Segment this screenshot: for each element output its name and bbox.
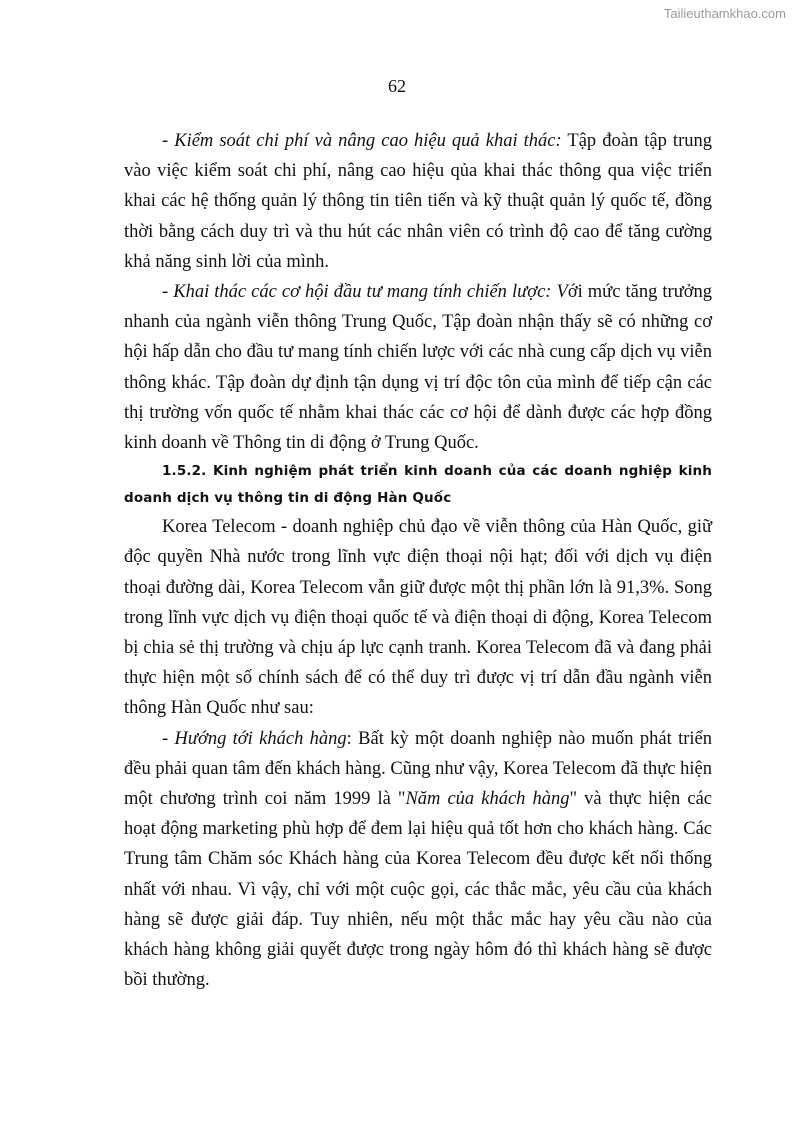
page-number: 62	[388, 76, 406, 96]
paragraph-italic-quote: Năm của khách hàng	[405, 789, 570, 810]
paragraph-text: ới mức tăng trưởng nhanh của ngành viễn thông Trung Quốc, Tập đoàn nhận thấy sẽ có những cơ hội hấp dẫn cho đầu tư mang tính chiến lược với các nhà cung cấp dịch vụ viễn thông khác. Tập đoàn dự định tận dụng vị trí độc tôn của mình để tiếp cận các thị trường vốn quốc tế nhằm khai thác các cơ hội để dành được các hợp đồng kinh doanh về Thông tin di động ở Trung Quốc.	[124, 282, 712, 454]
paragraph-lead: -	[162, 282, 174, 303]
paragraph-cost-control	[124, 126, 712, 277]
paragraph-strategic-investment	[124, 277, 712, 458]
paragraph-text: : Bất kỳ một doanh nghiệp nào muốn phát triển đều phải quan tâm đến khách hàng. Cũng như vậy, Korea Telecom đã thực hiện một chương trình coi năm 1999 là "	[124, 728, 712, 810]
paragraph-korea-telecom: Korea Telecom - doanh nghiệp chủ đạo về viễn thông của Hàn Quốc, giữ độc quyền Nhà nước trong lĩnh vực điện thoại nội hạt; đối với dịch vụ điện thoại đường dài, Korea Telecom vẫn giữ được một thị phần lớn là 91,3%. Song trong lĩnh vực dịch vụ điện thoại quốc tế và điện thoại di động, Korea Telecom bị chia sẻ thị trường và chịu áp lực cạnh tranh. Korea Telecom đã và đang phải thực hiện một số chính sách để có thể duy trì được vị trí dẫn đầu ngành viễn thông Hàn Quốc như sau:	[124, 517, 712, 719]
paragraph-customer-orientation	[124, 724, 712, 996]
paragraph-text: " và thực hiện các hoạt động marketing phù hợp để đem lại hiệu quả tốt hơn cho khách hàng. Các Trung tâm Chăm sóc Khách hàng của Korea Telecom đều được kết nối thống nhất với nhau. Vì vậy, chỉ với một cuộc gọi, các thắc mắc, yêu cầu của khách hàng sẽ được giải đáp. Tuy nhiên, nếu một thắc mắc hay yêu cầu nào của khách hàng không giải quyết được trong ngày hôm đó thì khách hàng sẽ được bồi thường.	[124, 789, 712, 991]
section-heading: 1.5.2. Kinh nghiệm phát triển kinh doanh của các doanh nghiệp kinh doanh dịch vụ thông tin di động Hàn Quốc	[124, 463, 712, 507]
paragraph-italic-title: Kiểm soát chi phí và nâng cao hiệu quả khai thác:	[174, 131, 562, 151]
paragraph-lead: -	[162, 131, 175, 151]
watermark: Tailieuthamkhao.com	[663, 6, 786, 21]
paragraph-italic-title: Hướng tới khách hàng	[174, 728, 347, 749]
paragraph-italic-title: Khai thác các cơ hội đầu tư mang tính chiến lược: V	[173, 282, 568, 303]
document-body	[124, 126, 712, 995]
paragraph-text: Tập đoàn tập trung vào việc kiểm soát chi phí, nâng cao hiệu qủa khai thác thông qua việc triển khai các hệ thống quản lý thông tin tiên tiến và kỹ thuật quản lý quốc tế, đồng thời bằng cách duy trì và thu hút các nhân viên có trình độ cao để tăng cường khả năng sinh lời của mình.	[124, 131, 712, 272]
paragraph-lead: -	[162, 728, 175, 749]
